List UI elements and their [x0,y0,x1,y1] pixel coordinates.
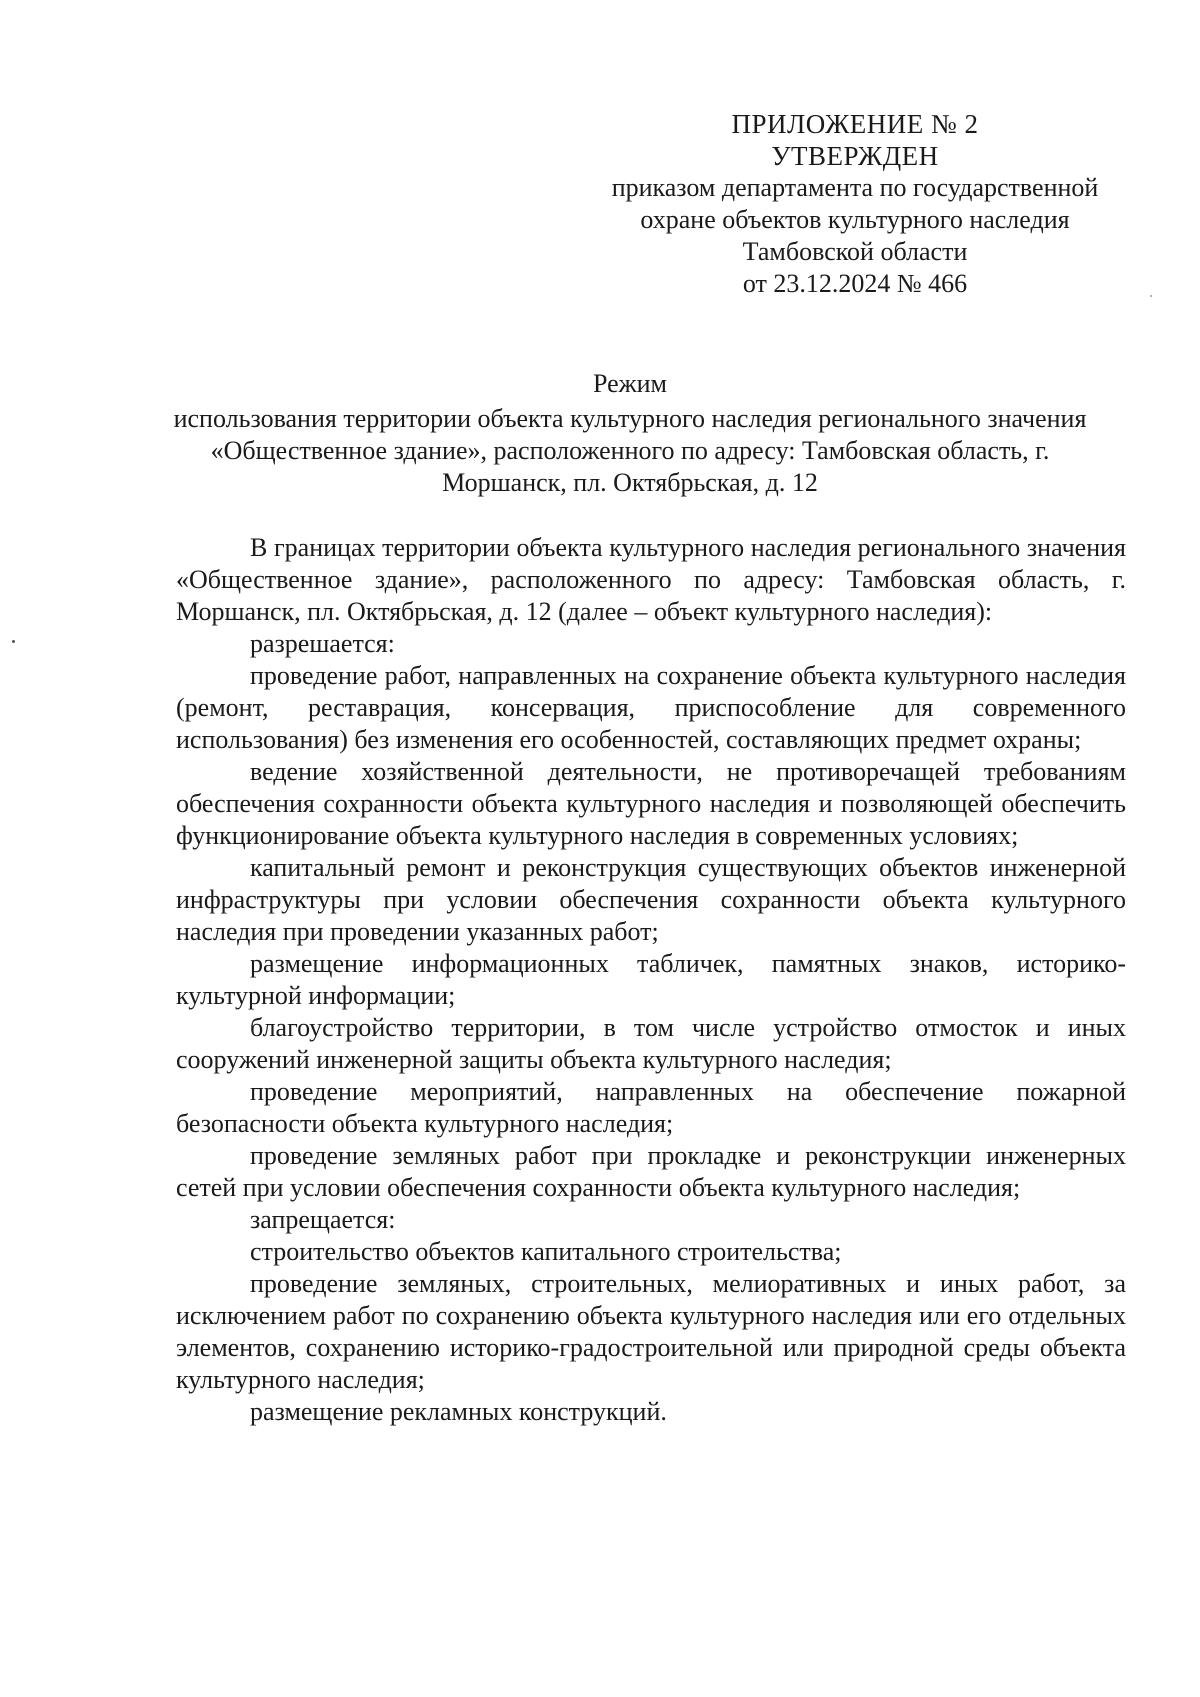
forbidden-item: проведение земляных, строительных, мелиоративных и иных работ, за исключением работ по сохранению объекта культурного наследия или его отдельных элементов, сохранению историко-градостроительной или природной среды объекта культурного наследия; [176,1269,1126,1394]
approval-department-line: охране объектов культурного наследия [640,205,1070,234]
allowed-label: разрешается: [250,629,395,658]
approval-order-line: приказом департамента по государственной [611,173,1099,202]
allowed-item: ведение хозяйственной деятельности, не противоречащей требованиям обеспечения сохранности объекта культурного наследия и позволяющей обеспечить функционирование объекта культурного наследия в современных условиях; [176,757,1126,850]
approval-region-line: Тамбовской области [742,237,968,266]
title-text: использования территории объекта культурного наследия регионального значения «Общественное здание», расположенного по адресу: Тамбовская область, г. Моршанск, пл. Октябрьская, д. 12 [173,404,1087,497]
intro-paragraph: В границах территории объекта культурного наследия регионального значения «Общественное здание», расположенного по адресу: Тамбовская область, г. Моршанск, пл. Октябрьская, д. 12 (далее – объект культурного наследия): [176,533,1126,626]
approval-date-number: от 23.12.2024 № 466 [742,269,968,298]
allowed-item: размещение информационных табличек, памятных знаков, историко-культурной информации; [176,949,1126,1010]
scan-speck [12,640,15,643]
document-title [170,368,1090,499]
allowed-item: проведение мероприятий, направленных на обеспечение пожарной безопасности объекта культурного наследия; [176,1077,1126,1138]
forbidden-item: строительство объектов капитального строительства; [250,1237,842,1266]
allowed-item: проведение работ, направленных на сохранение объекта культурного наследия (ремонт, реставрация, консервация, приспособление для современного использования) без изменения его особенностей, составляющих предмет охраны; [176,661,1126,754]
allowed-item: проведение земляных работ при прокладке и реконструкции инженерных сетей при условии обеспечения сохранности объекта культурного наследия; [176,1141,1126,1202]
scan-speck [1150,295,1152,297]
title-heading: Режим [593,369,667,398]
appendix-number: ПРИЛОЖЕНИЕ № 2 [731,109,979,139]
approval-block [540,108,1170,300]
forbidden-item: размещение рекламных конструкций. [250,1397,667,1426]
allowed-item: капитальный ремонт и реконструкция существующих объектов инженерной инфраструктуры при условии обеспечения сохранности объекта культурного наследия при проведении указанных работ; [176,853,1126,946]
approved-label: УТВЕРЖДЕН [771,141,939,171]
allowed-item: благоустройство территории, в том числе устройство отмосток и иных сооружений инженерной защиты объекта культурного наследия; [176,1013,1126,1074]
document-body [176,532,1126,1428]
forbidden-label: запрещается: [250,1205,396,1234]
